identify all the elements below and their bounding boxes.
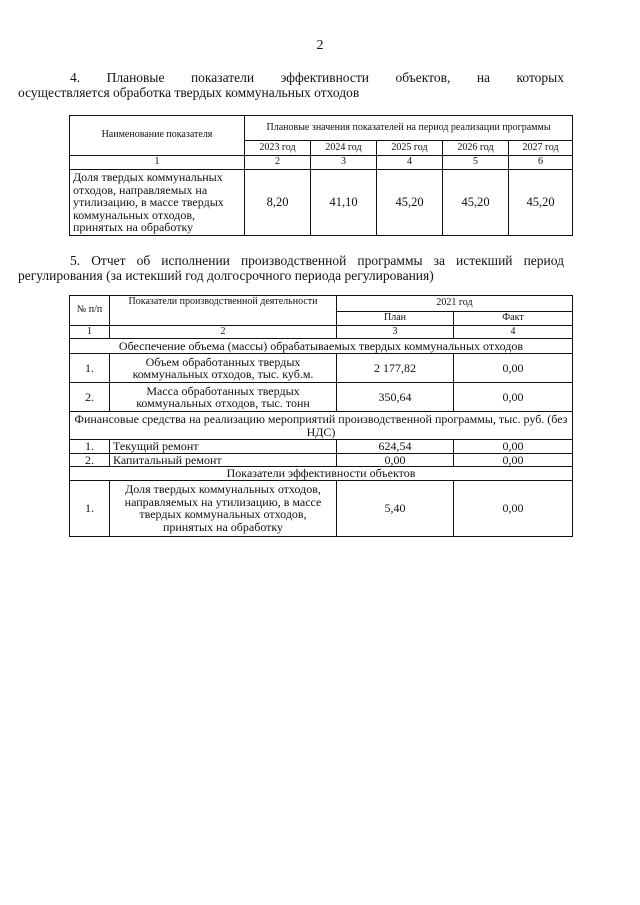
- header-year: 2021 год: [337, 296, 573, 312]
- section-4-word: Плановые: [106, 70, 165, 85]
- section-4-word: которых: [516, 70, 564, 85]
- row-plan: 2 177,82: [337, 354, 454, 383]
- table-row: [70, 170, 573, 236]
- indicator-value: 45,20: [443, 170, 509, 236]
- column-number: 3: [337, 325, 454, 339]
- row-number: 2.: [70, 383, 110, 412]
- section-5-line-2: регулирования (за истекший год долгосрочного периода регулирования): [18, 268, 434, 283]
- table-row: [70, 440, 573, 454]
- indicator-name: Доля твердых коммунальных отходов, направляемых на утилизацию, в массе твердых коммунальных отходов, принятых на обработку: [70, 170, 245, 236]
- group-header: Обеспечение объема (массы) обрабатываемых твердых коммунальных отходов: [70, 339, 573, 354]
- header-year: 2023 год: [245, 141, 311, 156]
- section-4-word: на: [476, 70, 491, 85]
- row-number: 1.: [70, 440, 110, 454]
- column-number: 2: [245, 156, 311, 170]
- row-fact: 0,00: [454, 383, 573, 412]
- row-fact: 0,00: [454, 480, 573, 536]
- planned-indicators-table: [69, 115, 573, 236]
- section-4-line-2: осуществляется обработка твердых коммунальных отходов: [18, 85, 360, 100]
- section-4-word: эффективности: [280, 70, 370, 85]
- group-header: Показатели эффективности объектов: [70, 467, 573, 481]
- table-row: [70, 453, 573, 467]
- column-number: 4: [377, 156, 443, 170]
- section-4-word: показатели: [190, 70, 255, 85]
- row-plan: 350,64: [337, 383, 454, 412]
- row-name: Текущий ремонт: [110, 440, 337, 454]
- row-name: Доля твердых коммунальных отходов, направляемых на утилизацию, в массе твердых коммунальных отходов, принятых на обработку: [110, 480, 337, 536]
- table-row: [70, 383, 573, 412]
- indicator-value: 45,20: [509, 170, 573, 236]
- section-4-line-1: [70, 70, 564, 85]
- page-number: 2: [316, 38, 324, 53]
- header-indicator-name: Наименование показателя: [70, 116, 245, 156]
- row-number: 2.: [70, 453, 110, 467]
- header-number: № п/п: [70, 296, 110, 326]
- column-number: 2: [110, 325, 337, 339]
- column-number: 6: [509, 156, 573, 170]
- header-year: 2025 год: [377, 141, 443, 156]
- section-4-number: 4.: [70, 70, 81, 85]
- table-row: [70, 354, 573, 383]
- section-5-heading: [18, 253, 564, 283]
- row-name: Масса обработанных твердых коммунальных отходов, тыс. тонн: [110, 383, 337, 412]
- header-year: 2024 год: [311, 141, 377, 156]
- row-number: 1.: [70, 480, 110, 536]
- section-5-text: Отчет об исполнении производственной программы за истекший период: [91, 253, 564, 268]
- column-number: 5: [443, 156, 509, 170]
- column-number: 3: [311, 156, 377, 170]
- header-indicators: Показатели производственной деятельности: [110, 296, 337, 326]
- row-name: Объем обработанных твердых коммунальных отходов, тыс. куб.м.: [110, 354, 337, 383]
- table-row: [70, 480, 573, 536]
- row-number: 1.: [70, 354, 110, 383]
- section-4-heading: [18, 70, 564, 100]
- header-year: 2026 год: [443, 141, 509, 156]
- header-fact: Факт: [454, 312, 573, 326]
- section-5-number: 5.: [70, 253, 81, 268]
- program-report-table: [69, 295, 573, 537]
- header-year: 2027 год: [509, 141, 573, 156]
- row-plan: 624,54: [337, 440, 454, 454]
- header-planned-values: Плановые значения показателей на период реализации программы: [245, 116, 573, 141]
- row-plan: 5,40: [337, 480, 454, 536]
- row-fact: 0,00: [454, 440, 573, 454]
- section-5-line-1: [70, 253, 564, 268]
- header-plan: План: [337, 312, 454, 326]
- column-number: 1: [70, 325, 110, 339]
- column-number: 4: [454, 325, 573, 339]
- row-name: Капитальный ремонт: [110, 453, 337, 467]
- indicator-value: 8,20: [245, 170, 311, 236]
- indicator-value: 45,20: [377, 170, 443, 236]
- row-fact: 0,00: [454, 354, 573, 383]
- indicator-value: 41,10: [311, 170, 377, 236]
- group-header: Финансовые средства на реализацию мероприятий производственной программы, тыс. руб. (без НДС): [70, 412, 573, 440]
- row-plan: 0,00: [337, 453, 454, 467]
- row-fact: 0,00: [454, 453, 573, 467]
- section-4-word: объектов,: [395, 70, 451, 85]
- column-number: 1: [70, 156, 245, 170]
